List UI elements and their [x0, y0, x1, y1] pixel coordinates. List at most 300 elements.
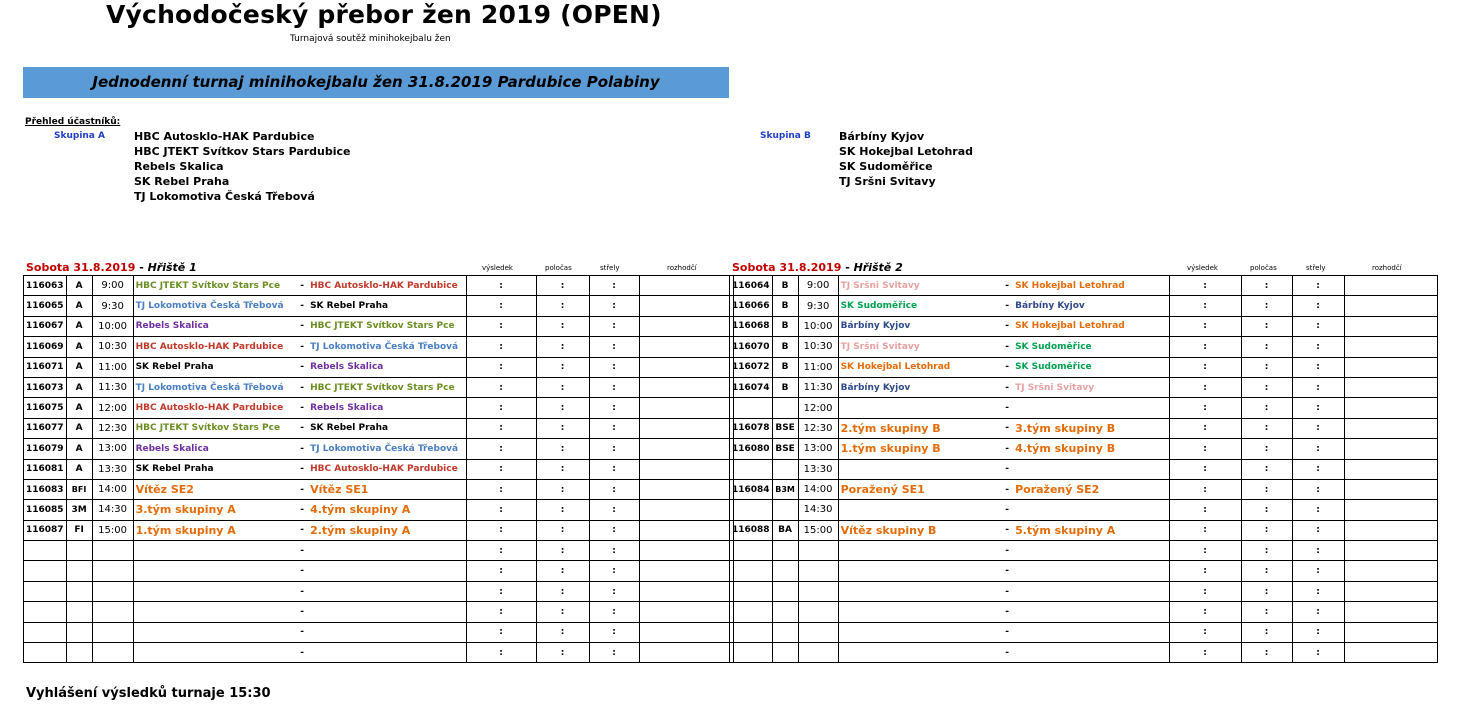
match-group: [772, 459, 798, 479]
score-half: :: [1241, 622, 1292, 642]
score-shots: :: [589, 357, 639, 377]
match-row: [24, 398, 734, 418]
match-row: [24, 439, 734, 459]
match-id: 116079: [24, 439, 67, 459]
match-time: 13:00: [92, 439, 133, 459]
match-id: [24, 602, 67, 622]
team-separator: -: [296, 337, 308, 357]
score-result: :: [1169, 561, 1241, 581]
score-half: :: [1241, 459, 1292, 479]
referees-cell: [639, 357, 733, 377]
match-time: [798, 561, 838, 581]
referees-cell: [639, 520, 733, 540]
score-result: :: [1169, 581, 1241, 601]
match-group: A: [66, 337, 92, 357]
score-half: :: [536, 459, 589, 479]
match-id: 116065: [24, 296, 67, 316]
team-separator: -: [1001, 520, 1013, 540]
away-team: 3.tým skupiny B: [1013, 418, 1169, 438]
home-team: [838, 602, 1001, 622]
referees-cell: [639, 418, 733, 438]
match-row: [24, 602, 734, 622]
score-half: :: [1241, 357, 1292, 377]
column-header-result: výsledek: [1187, 264, 1218, 272]
home-team: 3.tým skupiny A: [133, 500, 296, 520]
referees-cell: [1344, 561, 1437, 581]
match-id: [24, 561, 67, 581]
away-team: SK Rebel Praha: [308, 418, 466, 438]
away-team: HBC Autosklo-HAK Pardubice: [308, 276, 466, 296]
schedule-table-pitch-1: [23, 275, 734, 663]
score-half: :: [1241, 541, 1292, 561]
away-team: [308, 602, 466, 622]
team-separator: -: [1001, 398, 1013, 418]
match-id: [730, 541, 773, 561]
home-team: TJ Sršni Svitavy: [838, 337, 1001, 357]
team-separator: -: [1001, 418, 1013, 438]
team-separator: -: [296, 581, 308, 601]
score-shots: :: [589, 296, 639, 316]
score-result: :: [466, 602, 536, 622]
match-id: 116085: [24, 500, 67, 520]
team-separator: -: [1001, 337, 1013, 357]
score-result: :: [1169, 479, 1241, 499]
column-header-half: poločas: [1250, 264, 1277, 272]
match-group: [772, 581, 798, 601]
team-separator: -: [1001, 276, 1013, 296]
match-row: [730, 337, 1438, 357]
referees-cell: [1344, 398, 1437, 418]
match-row: [24, 622, 734, 642]
away-team: TJ Lokomotiva Česká Třebová: [308, 337, 466, 357]
score-result: :: [1169, 643, 1241, 663]
away-team: [1013, 459, 1169, 479]
match-row: [24, 561, 734, 581]
score-half: :: [536, 316, 589, 336]
match-time: [798, 602, 838, 622]
home-team: [838, 541, 1001, 561]
match-group: [772, 561, 798, 581]
pitch-name: Hřiště 1: [147, 261, 197, 274]
match-time: 14:00: [798, 479, 838, 499]
team-list-item: SK Hokejbal Letohrad: [839, 145, 974, 158]
score-half: :: [1241, 479, 1292, 499]
score-half: :: [1241, 500, 1292, 520]
score-result: :: [466, 622, 536, 642]
team-separator: -: [296, 500, 308, 520]
referees-cell: [1344, 520, 1437, 540]
referees-cell: [1344, 316, 1437, 336]
score-shots: :: [1292, 500, 1344, 520]
match-group: BFI: [66, 479, 92, 499]
score-shots: :: [1292, 439, 1344, 459]
match-group: B: [772, 316, 798, 336]
referees-cell: [639, 581, 733, 601]
referees-cell: [639, 296, 733, 316]
home-team: Rebels Skalica: [133, 439, 296, 459]
heading-separator: -: [841, 261, 854, 274]
match-row: [730, 581, 1438, 601]
match-time: 12:30: [798, 418, 838, 438]
match-id: 116063: [24, 276, 67, 296]
team-separator: -: [296, 541, 308, 561]
match-time: 12:00: [92, 398, 133, 418]
match-time: 12:00: [798, 398, 838, 418]
away-team: HBC JTEKT Svítkov Stars Pce: [308, 377, 466, 397]
match-time: 14:30: [798, 500, 838, 520]
team-separator: -: [296, 561, 308, 581]
match-time: 11:00: [798, 357, 838, 377]
match-time: [798, 581, 838, 601]
match-time: [92, 602, 133, 622]
score-result: :: [466, 316, 536, 336]
away-team: HBC Autosklo-HAK Pardubice: [308, 459, 466, 479]
pitch-1-heading: [26, 261, 197, 274]
score-result: :: [466, 337, 536, 357]
referees-cell: [1344, 337, 1437, 357]
match-row: [24, 479, 734, 499]
match-id: [730, 622, 773, 642]
match-id: [730, 602, 773, 622]
match-row: [730, 479, 1438, 499]
match-id: 116087: [24, 520, 67, 540]
score-shots: :: [589, 602, 639, 622]
referees-cell: [1344, 418, 1437, 438]
score-shots: :: [589, 643, 639, 663]
match-id: 116072: [730, 357, 773, 377]
score-half: :: [1241, 398, 1292, 418]
team-separator: -: [296, 439, 308, 459]
score-shots: :: [589, 337, 639, 357]
score-shots: :: [589, 500, 639, 520]
match-group: [772, 602, 798, 622]
score-half: :: [536, 337, 589, 357]
home-team: [838, 643, 1001, 663]
match-time: 14:30: [92, 500, 133, 520]
match-id: 116073: [24, 377, 67, 397]
match-row: [24, 276, 734, 296]
home-team: SK Sudoměřice: [838, 296, 1001, 316]
referees-cell: [639, 643, 733, 663]
match-group: [66, 581, 92, 601]
score-shots: :: [589, 520, 639, 540]
score-result: :: [466, 377, 536, 397]
match-id: 116075: [24, 398, 67, 418]
referees-cell: [639, 459, 733, 479]
score-shots: :: [589, 418, 639, 438]
match-group: A: [66, 439, 92, 459]
team-separator: -: [296, 479, 308, 499]
match-time: [92, 622, 133, 642]
home-team: HBC Autosklo-HAK Pardubice: [133, 398, 296, 418]
referees-cell: [1344, 643, 1437, 663]
score-result: :: [466, 520, 536, 540]
away-team: Rebels Skalica: [308, 357, 466, 377]
away-team: Rebels Skalica: [308, 398, 466, 418]
score-result: :: [1169, 520, 1241, 540]
score-half: :: [536, 602, 589, 622]
home-team: [838, 622, 1001, 642]
home-team: [838, 398, 1001, 418]
match-time: 11:30: [92, 377, 133, 397]
score-half: :: [1241, 296, 1292, 316]
team-separator: -: [296, 459, 308, 479]
team-separator: -: [1001, 622, 1013, 642]
column-header-referees: rozhodčí: [667, 264, 697, 272]
match-group: A: [66, 357, 92, 377]
match-id: [730, 500, 773, 520]
score-result: :: [466, 541, 536, 561]
schedule-date: Sobota 31.8.2019: [26, 261, 136, 274]
match-id: [730, 561, 773, 581]
match-id: 116067: [24, 316, 67, 336]
away-team: Vítěz SE1: [308, 479, 466, 499]
referees-cell: [639, 276, 733, 296]
match-time: 9:30: [798, 296, 838, 316]
match-time: 10:00: [92, 316, 133, 336]
team-list-item: HBC JTEKT Svítkov Stars Pardubice: [134, 145, 351, 158]
home-team: [838, 561, 1001, 581]
match-row: [24, 418, 734, 438]
group-a-team-list: [134, 129, 351, 204]
score-shots: :: [1292, 520, 1344, 540]
away-team: [308, 622, 466, 642]
home-team: SK Rebel Praha: [133, 357, 296, 377]
match-time: 10:30: [92, 337, 133, 357]
team-separator: -: [1001, 643, 1013, 663]
match-group: A: [66, 398, 92, 418]
score-result: :: [1169, 602, 1241, 622]
match-group: B3M: [772, 479, 798, 499]
referees-cell: [1344, 377, 1437, 397]
home-team: Vítěz SE2: [133, 479, 296, 499]
referees-cell: [639, 377, 733, 397]
match-row: [24, 500, 734, 520]
match-id: 116088: [730, 520, 773, 540]
score-result: :: [466, 276, 536, 296]
match-time: 15:00: [92, 520, 133, 540]
match-group: [772, 500, 798, 520]
match-row: [730, 377, 1438, 397]
referees-cell: [1344, 296, 1437, 316]
match-row: [730, 439, 1438, 459]
column-header-result: výsledek: [482, 264, 513, 272]
match-id: 116066: [730, 296, 773, 316]
match-time: [92, 541, 133, 561]
score-half: :: [536, 561, 589, 581]
referees-cell: [639, 398, 733, 418]
group-b-team-list: [839, 129, 973, 189]
match-group: [66, 602, 92, 622]
page-subtitle: Turnajová soutěž minihokejbalu žen: [290, 34, 451, 44]
match-id: 116070: [730, 337, 773, 357]
home-team: Bárbíny Kyjov: [838, 377, 1001, 397]
team-separator: -: [1001, 296, 1013, 316]
score-shots: :: [589, 622, 639, 642]
match-row: [730, 622, 1438, 642]
score-shots: :: [589, 541, 639, 561]
match-row: [730, 316, 1438, 336]
match-group: [66, 561, 92, 581]
match-time: 14:00: [92, 479, 133, 499]
score-half: :: [1241, 418, 1292, 438]
match-group: A: [66, 316, 92, 336]
team-separator: -: [1001, 602, 1013, 622]
score-result: :: [1169, 296, 1241, 316]
group-a-label: Skupina A: [54, 131, 105, 141]
match-group: BSE: [772, 418, 798, 438]
home-team: [838, 459, 1001, 479]
away-team: HBC JTEKT Svítkov Stars Pce: [308, 316, 466, 336]
match-group: [772, 622, 798, 642]
match-row: [730, 398, 1438, 418]
match-group: BA: [772, 520, 798, 540]
team-list-item: Bárbíny Kyjov: [839, 130, 925, 143]
score-shots: :: [589, 398, 639, 418]
match-group: B: [772, 377, 798, 397]
match-time: 10:00: [798, 316, 838, 336]
referees-cell: [639, 622, 733, 642]
score-result: :: [466, 643, 536, 663]
match-id: [730, 459, 773, 479]
match-group: A: [66, 276, 92, 296]
match-row: [24, 377, 734, 397]
match-time: 13:30: [798, 459, 838, 479]
score-result: :: [1169, 316, 1241, 336]
home-team: [133, 561, 296, 581]
heading-separator: -: [135, 261, 148, 274]
away-team: 4.tým skupiny A: [308, 500, 466, 520]
score-result: :: [1169, 541, 1241, 561]
team-separator: -: [1001, 439, 1013, 459]
away-team: [308, 541, 466, 561]
score-shots: :: [1292, 643, 1344, 663]
match-group: B: [772, 276, 798, 296]
page-title: Východočeský přebor žen 2019 (OPEN): [106, 0, 662, 29]
match-time: 11:00: [92, 357, 133, 377]
away-team: SK Rebel Praha: [308, 296, 466, 316]
score-half: :: [536, 643, 589, 663]
match-row: [24, 459, 734, 479]
referees-cell: [639, 479, 733, 499]
team-separator: -: [296, 276, 308, 296]
score-half: :: [536, 541, 589, 561]
team-separator: -: [296, 418, 308, 438]
column-header-shots: střely: [1306, 264, 1326, 272]
referees-cell: [639, 439, 733, 459]
participants-heading: Přehled účastníků:: [25, 117, 121, 127]
match-id: 116081: [24, 459, 67, 479]
match-time: [92, 561, 133, 581]
away-team: [1013, 561, 1169, 581]
match-id: [24, 541, 67, 561]
score-shots: :: [589, 316, 639, 336]
match-time: 13:00: [798, 439, 838, 459]
score-shots: :: [1292, 296, 1344, 316]
referees-cell: [1344, 500, 1437, 520]
score-shots: :: [589, 561, 639, 581]
home-team: [133, 643, 296, 663]
away-team: 2.tým skupiny A: [308, 520, 466, 540]
away-team: [1013, 541, 1169, 561]
score-half: :: [536, 439, 589, 459]
score-result: :: [466, 296, 536, 316]
away-team: [308, 581, 466, 601]
away-team: SK Sudoměřice: [1013, 337, 1169, 357]
match-group: [66, 541, 92, 561]
score-half: :: [1241, 602, 1292, 622]
match-id: [730, 643, 773, 663]
match-row: [730, 561, 1438, 581]
results-announcement: Vyhlášení výsledků turnaje 15:30: [26, 686, 271, 701]
match-time: [92, 643, 133, 663]
score-half: :: [536, 276, 589, 296]
score-shots: :: [1292, 316, 1344, 336]
away-team: [1013, 643, 1169, 663]
referees-cell: [639, 500, 733, 520]
score-shots: :: [1292, 398, 1344, 418]
home-team: [133, 541, 296, 561]
home-team: Rebels Skalica: [133, 316, 296, 336]
team-separator: -: [296, 643, 308, 663]
referees-cell: [639, 541, 733, 561]
score-half: :: [1241, 377, 1292, 397]
referees-cell: [1344, 581, 1437, 601]
match-id: [730, 398, 773, 418]
home-team: Vítěz skupiny B: [838, 520, 1001, 540]
score-shots: :: [1292, 541, 1344, 561]
match-time: [798, 541, 838, 561]
match-group: A: [66, 418, 92, 438]
score-result: :: [466, 398, 536, 418]
match-row: [730, 357, 1438, 377]
match-group: B: [772, 337, 798, 357]
match-id: 116074: [730, 377, 773, 397]
away-team: SK Sudoměřice: [1013, 357, 1169, 377]
match-id: 116077: [24, 418, 67, 438]
team-separator: -: [296, 622, 308, 642]
score-result: :: [1169, 459, 1241, 479]
home-team: [838, 500, 1001, 520]
score-half: :: [1241, 561, 1292, 581]
referees-cell: [1344, 479, 1437, 499]
score-result: :: [1169, 398, 1241, 418]
score-half: :: [1241, 276, 1292, 296]
match-id: 116071: [24, 357, 67, 377]
team-separator: -: [1001, 316, 1013, 336]
team-list-item: SK Sudoměřice: [839, 160, 933, 173]
referees-cell: [1344, 541, 1437, 561]
pitch-2-heading: [732, 261, 903, 274]
match-id: 116064: [730, 276, 773, 296]
score-shots: :: [1292, 459, 1344, 479]
score-half: :: [536, 500, 589, 520]
match-row: [24, 541, 734, 561]
score-half: :: [1241, 581, 1292, 601]
column-header-referees: rozhodčí: [1372, 264, 1402, 272]
match-group: [772, 541, 798, 561]
referees-cell: [1344, 459, 1437, 479]
score-shots: :: [1292, 357, 1344, 377]
score-half: :: [1241, 337, 1292, 357]
team-separator: -: [296, 602, 308, 622]
match-group: [66, 643, 92, 663]
referees-cell: [1344, 622, 1437, 642]
away-team: TJ Lokomotiva Česká Třebová: [308, 439, 466, 459]
match-group: [66, 622, 92, 642]
match-group: [772, 398, 798, 418]
home-team: [838, 581, 1001, 601]
